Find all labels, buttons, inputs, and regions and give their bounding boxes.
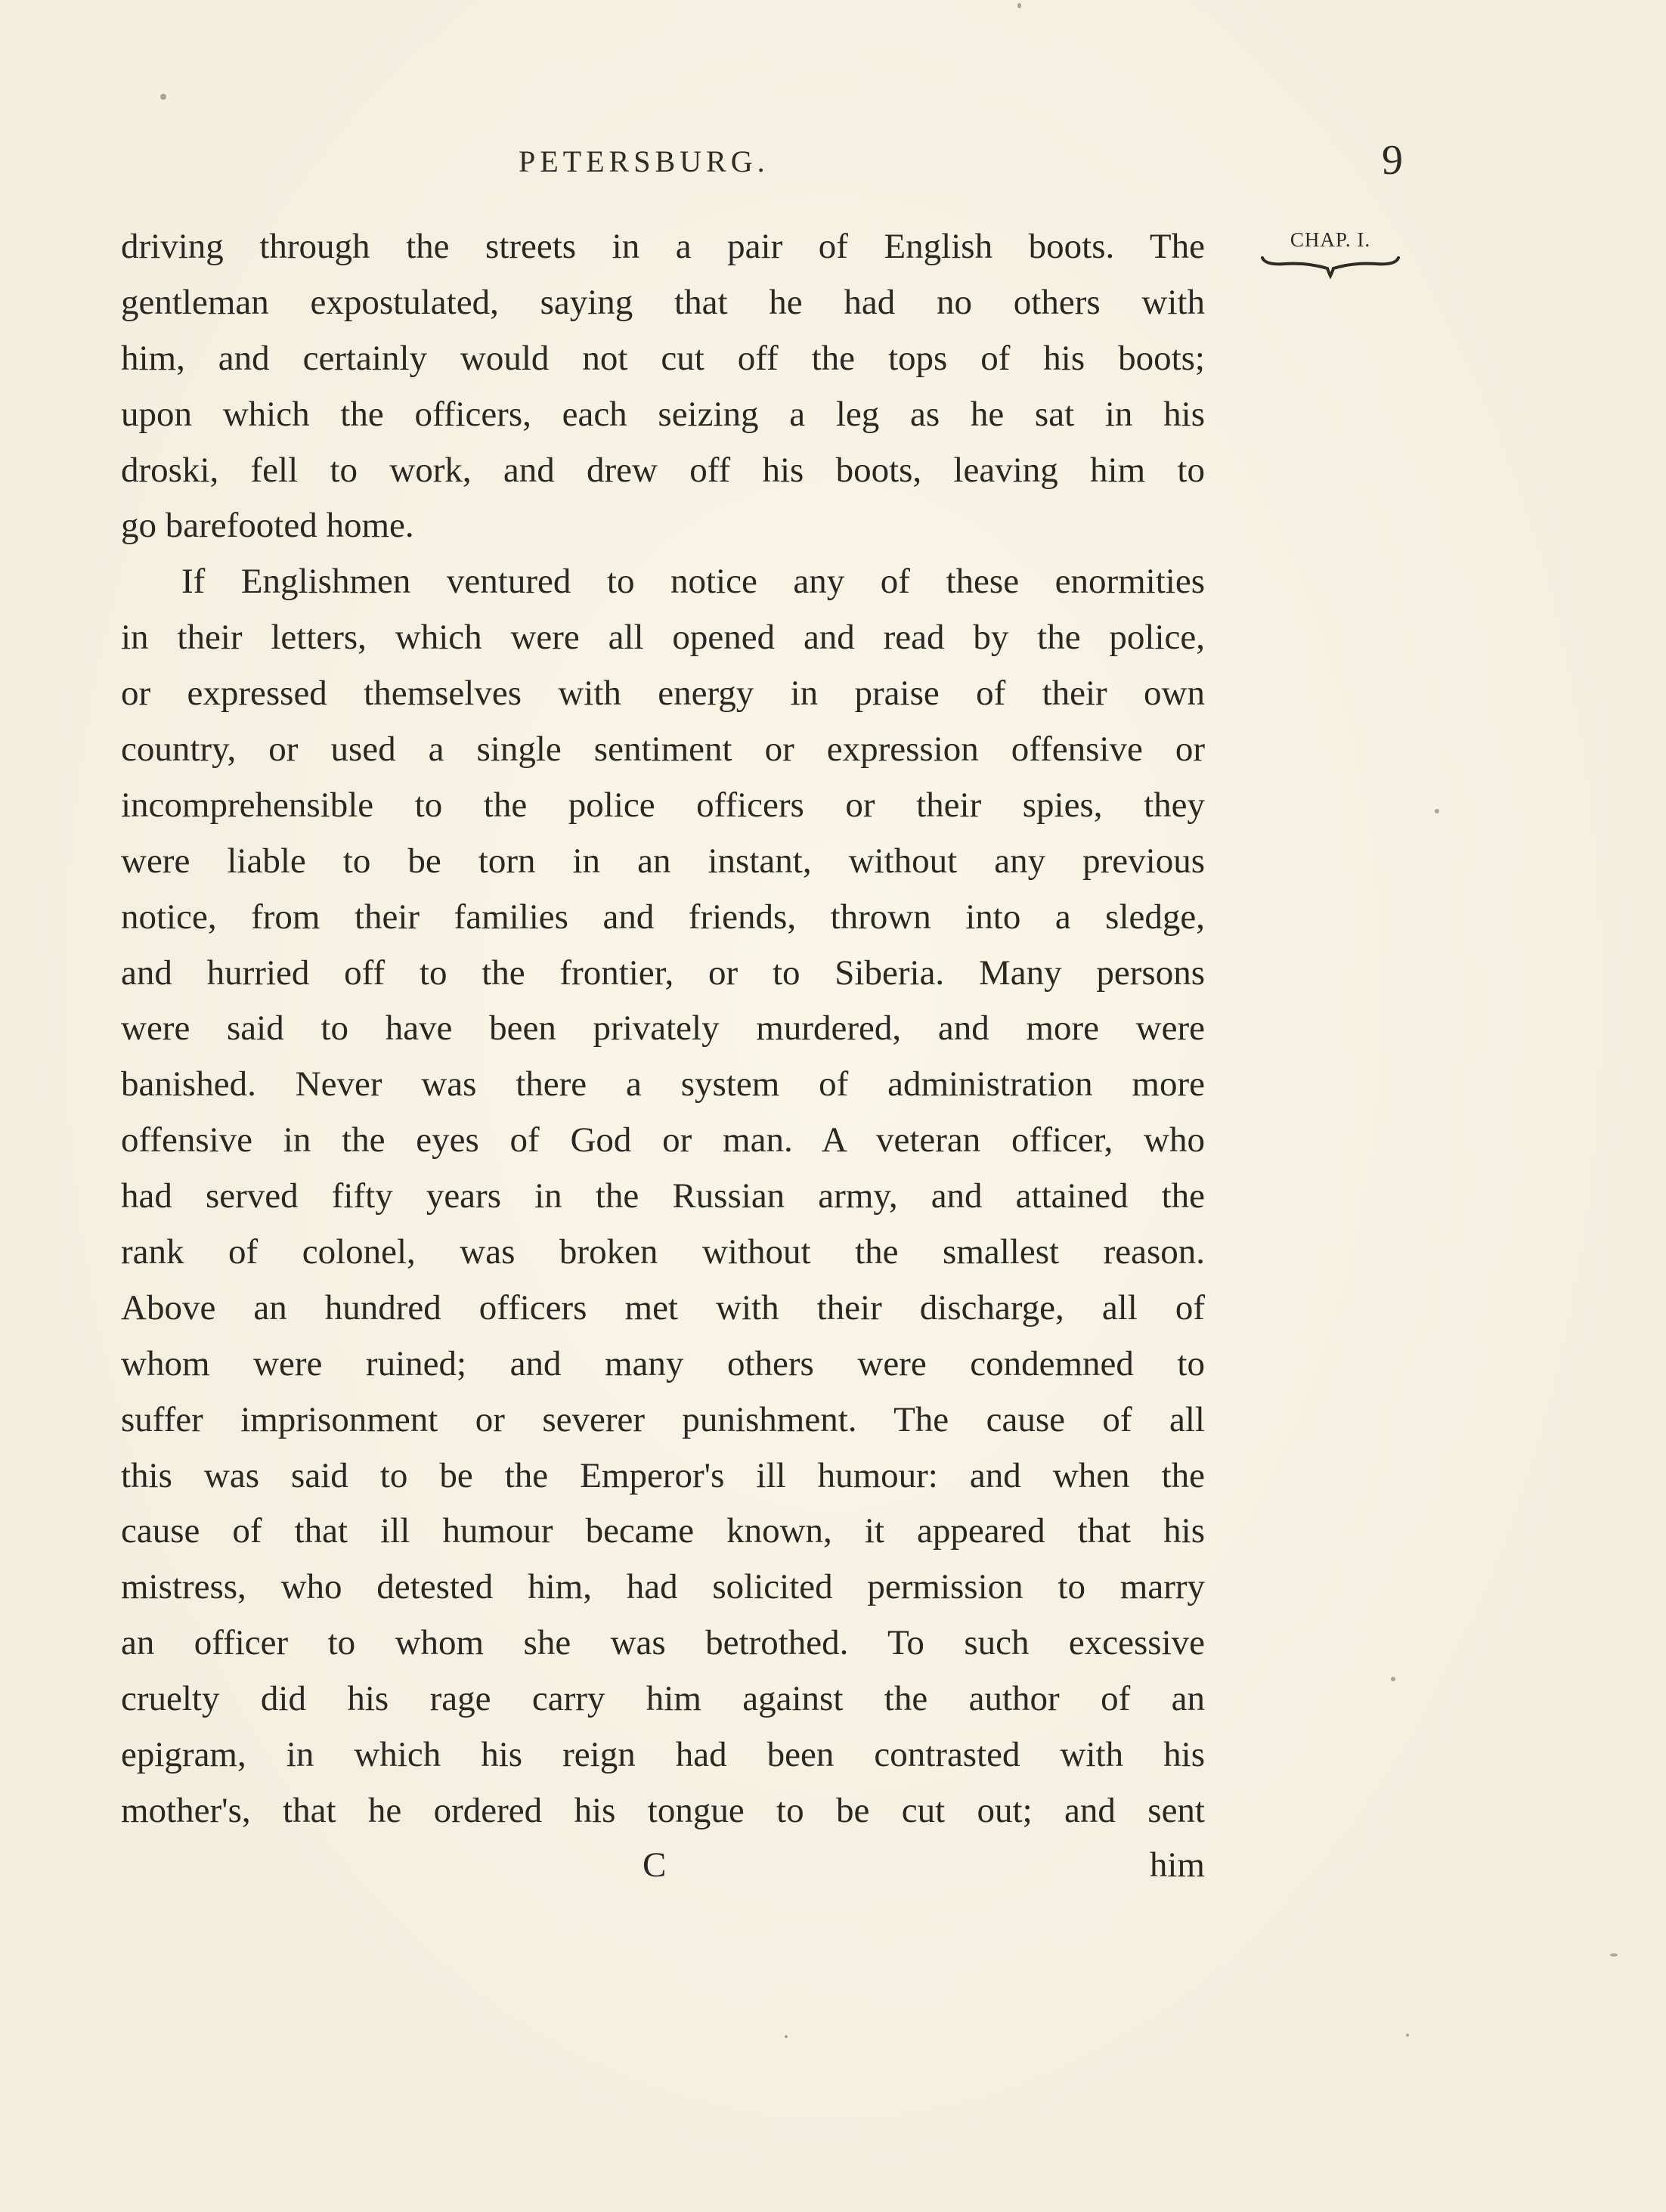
text-line: this was said to be the Emperor's ill humour: and when the [121,1455,1205,1495]
text-line: droski, fell to work, and drew off his boots, leaving him to [121,450,1205,490]
text-line: whom were ruined; and many others were condemned to [121,1343,1205,1383]
text-line: suffer imprisonment or severer punishment. The cause of all [121,1399,1205,1439]
text-line: had served fifty years in the Russian army, and attained the [121,1176,1205,1216]
text-line: gentleman expostulated, saying that he had no others with [121,282,1205,322]
text-line: go barefooted home. [121,506,414,546]
chapter-margin-note [1255,228,1406,280]
paper-speck [1435,809,1439,813]
paper-speck [785,2035,788,2038]
text-line: notice, from their families and friends, thrown into a sledge, [121,897,1205,937]
text-line: Above an hundred officers met with their discharge, all of [121,1287,1205,1328]
text-line: rank of colonel, was broken without the smallest reason. [121,1232,1205,1272]
paper-speck [160,94,166,100]
text-line: and hurried off to the frontier, or to Siberia. Many persons [121,953,1205,993]
brace-ornament-icon [1255,253,1406,280]
paper-speck [1406,2034,1409,2037]
paper-speck [1391,1677,1395,1681]
signature-mark: C [643,1845,667,1885]
body-text [121,219,1205,1839]
text-line: mistress, who detested him, had solicited permission to marry [121,1567,1205,1607]
text-line: banished. Never was there a system of administration more [121,1064,1205,1104]
page-footer [121,1845,1205,1890]
text-line: in their letters, which were all opened and read by the police, [121,618,1205,658]
text-line: driving through the streets in a pair of English boots. The [121,227,1205,266]
paper-speck [1017,3,1021,8]
text-line: country, or used a single sentiment or expression offensive or [121,730,1205,770]
paper-speck [1610,1953,1618,1956]
text-line: cause of that ill humour became known, it appeared that his [121,1511,1205,1551]
text-line: an officer to whom she was betrothed. To such excessive [121,1623,1205,1663]
catchword: him [1149,1845,1205,1885]
chapter-label: CHAP. I. [1290,228,1371,251]
text-line: epigram, in which his reign had been contrasted with his [121,1735,1205,1775]
text-line: or expressed themselves with energy in praise of their own [121,674,1205,714]
running-title: PETERSBURG. [519,144,770,178]
text-line: mother's, that he ordered his tongue to be cut out; and sent [121,1790,1205,1830]
page-number: 9 [1382,137,1403,184]
text-line: cruelty did his rage carry him against the author of an [121,1679,1205,1719]
text-line: upon which the officers, each seizing a leg as he sat in his [121,394,1205,434]
paragraph-start-line: If Englishmen ventured to notice any of these enormities [181,562,1205,602]
text-line: offensive in the eyes of God or man. A veteran officer, who [121,1120,1205,1160]
text-line: him, and certainly would not cut off the tops of his boots; [121,338,1205,378]
text-line: were liable to be torn in an instant, without any previous [121,841,1205,881]
text-line: incomprehensible to the police officers or their spies, they [121,785,1205,825]
text-line: were said to have been privately murdered, and more were [121,1008,1205,1049]
